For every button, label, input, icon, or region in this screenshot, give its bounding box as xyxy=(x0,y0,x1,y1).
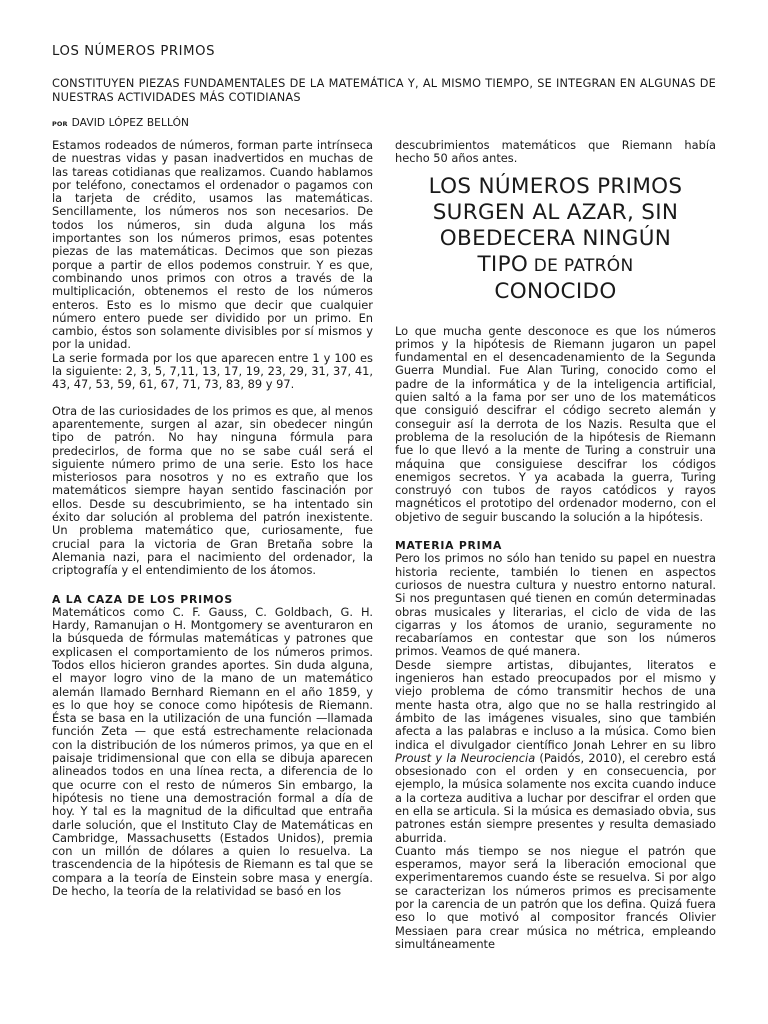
pull-quote-line: TIPO xyxy=(477,251,529,277)
paragraph: Pero los primos no sólo han tenido su papel en nuestra historia reciente, también lo tienen en aspectos curiosos de nuestra cultura y nuestro entorno natural. Si nos preguntasen qué tienen en común determinadas obras musicales y literarias, el ciclo de vida de las cigarras y los átomos de uranio, seguramente no recabaríamos en contestar que son los números primos. Veamos de qué manera. xyxy=(395,551,716,659)
paragraph: Otra de las curiosidades de los primos es que, al menos aparentemente, surgen al azar, sin obedecer ningún tipo de patrón. No hay ninguna fórmula para predecirlos, de forma que no se sabe cuál será el siguiente número primo de una serie. Esto los hace misteriosos para nosotros y no es extraño que los matemáticos siempre hayan sentido fascinación por ellos. Desde su descubrimiento, se ha intentado sin éxito dar solución al problema del patrón inexistente. Un problema matemático que, curiosamente, fue crucial para la victoria de Gran Bretaña sobre la Alemania nazi, para el nacimiento del ordenador, la criptografía y el entendimiento de los átomos. xyxy=(52,403,373,578)
paragraph: Cuanto más tiempo se nos niegue el patrón que esperamos, mayor será la liberación emocional que experimentaremos cuando éste se resuelva. Si por algo se caracterizan los números primos es precisamente por la carencia de un patrón que los defina. Quizá fuera eso lo que motivó al compositor francés Olivier Messiaen para crear música no métrica, empleando simultáneamente xyxy=(395,843,716,951)
paragraph xyxy=(395,659,716,845)
byline xyxy=(52,117,716,129)
pull-quote-line: CONOCIDO xyxy=(494,278,617,304)
paragraph: descubrimientos matemáticos que Riemann había hecho 50 años antes. xyxy=(395,138,716,166)
article-subtitle: CONSTITUYEN PIEZAS FUNDAMENTALES DE LA MATEMÁTICA Y, AL MISMO TIEMPO, SE INTEGRAN EN ALGUNAS DE NUESTRAS ACTIVIDADES MÁS COTIDIANAS xyxy=(52,77,716,104)
text-span: Desde siempre artistas, dibujantes, literatos e ingenieros han estado preocupados por el mismo y viejo problema de cómo transmitir hechos de una mente hasta otra, algo que no se halla restringido al ámbito de las imágenes visuales, sino que también afecta a las palabras e incluso a la música. Como bien indica el divulgador científico Jonah Lehrer en su libro xyxy=(395,657,716,752)
pull-quote-line: LOS NÚMEROS PRIMOS SURGEN AL AZAR, SIN OBEDECERA NINGÚN xyxy=(428,173,683,251)
article-title: LOS NÚMEROS PRIMOS xyxy=(52,44,216,59)
left-column xyxy=(52,139,373,898)
paragraph: Lo que mucha gente desconoce es que los números primos y la hipótesis de Riemann jugaron un papel fundamental en el desencadenamiento de la Segunda Guerra Mundial. Fue Alan Turing, conocido como el padre de la informática y de la inteligencia artificial, quien saltó a la fama por ser uno de los matemáticos que consiguió descifrar el código secreto alemán y conseguir así la derrota de los Nazis. Resulta que el problema de la resolución de la hipótesis de Riemann fue lo que llevó a la mente de Turing a construir una máquina que consiguiese descifrar los códigos enemigos secretos. Y ya acabada la guerra, Turing construyó con tubos de rayos catódicos y rayos magnéticos el prototipo del ordenador moderno, con el objetivo de seguir buscando la solución a la hipótesis. xyxy=(395,323,716,524)
pull-quote-line: DE PATRÓN xyxy=(528,255,634,276)
right-column xyxy=(395,139,716,951)
pull-quote xyxy=(395,174,716,305)
book-title: Proust y la Neurociencia xyxy=(395,750,536,765)
paragraph: Estamos rodeados de números, forman parte intrínseca de nuestras vidas y pasan inadvertidos en muchas de las tareas cotidianas que realizamos. Cuando hablamos por teléfono, conectamos el ordenador o pagamos con la tarjeta de crédito, usamos las matemáticas. Sencillamente, los números nos son necesarios. De todos los números, sin duda alguna los más importantes son los números primos, esas potentes piezas de las matemáticas. Decimos que son piezas porque a partir de ellos podemos construir. Y es que, combinando unos primos con otros a través de la multiplicación, obtenemos el resto de los números enteros. Esto es lo mismo que decir que cualquier número entero puede ser dividido por un primo. En cambio, éstos son solamente divisibles por sí mismos y por la unidad. xyxy=(52,138,373,352)
paragraph: La serie formada por los que aparecen entre 1 y 100 es la siguiente: 2, 3, 5, 7,11, 13, 17, 19, 23, 29, 31, 37, 41, 43, 47, 53, 59, 61, 67, 71, 73, 83, 89 y 97. xyxy=(52,350,373,392)
article-header xyxy=(52,44,716,129)
text-span: (Paidós, 2010), el cerebro está obsesionado con el orden y en consecuencia, por ejemplo, la música solamente nos excita cuando induce a la corteza auditiva a luchar por descifrar el orden que en ella se articula. Si la música es demasiado obvia, sus patrones están siempre presentes y resulta demasiado aburrida. xyxy=(395,750,716,845)
paragraph: Matemáticos como C. F. Gauss, C. Goldbach, G. H. Hardy, Ramanujan o H. Montgomery se aventuraron en la búsqueda de fórmulas matemáticas y patrones que explicasen el comportamiento de los números primos. Todos ellos hicieron grandes aportes. Sin duda alguna, el mayor logro vino de la mano de un matemático alemán llamado Bernhard Riemann en el año 1859, y es lo que hoy se conoce como hipótesis de Riemann. Ésta se basa en la utilización de una función —llamada función Zeta — que está estrechamente relacionada con la distribución de los números primos, ya que en el paisaje tridimensional que con ella se dibuja aparecen alineados todos en una línea recta, a diferencia de lo que ocurre con el resto de números Sin embargo, la hipótesis no tiene una demostración formal a día de hoy. Y tal es la magnitud de la dificultad que entraña darle solución, que el Instituto Clay de Matemáticas en Cambridge, Massachusetts (Estados Unidos), premia con un millón de dólares a quien lo resuelva. La trascendencia de la hipótesis de Riemann es tal que se compara a la teoría de Einstein sobre masa y energía. De hecho, la teoría de la relatividad se basó en los xyxy=(52,604,373,899)
byline-prefix: POR xyxy=(52,120,68,128)
author-name: DAVID LÓPEZ BELLÓN xyxy=(71,117,190,129)
section-heading: A LA CAZA DE LOS PRIMOS xyxy=(52,592,233,606)
section-heading: MATERIA PRIMA xyxy=(395,539,503,553)
